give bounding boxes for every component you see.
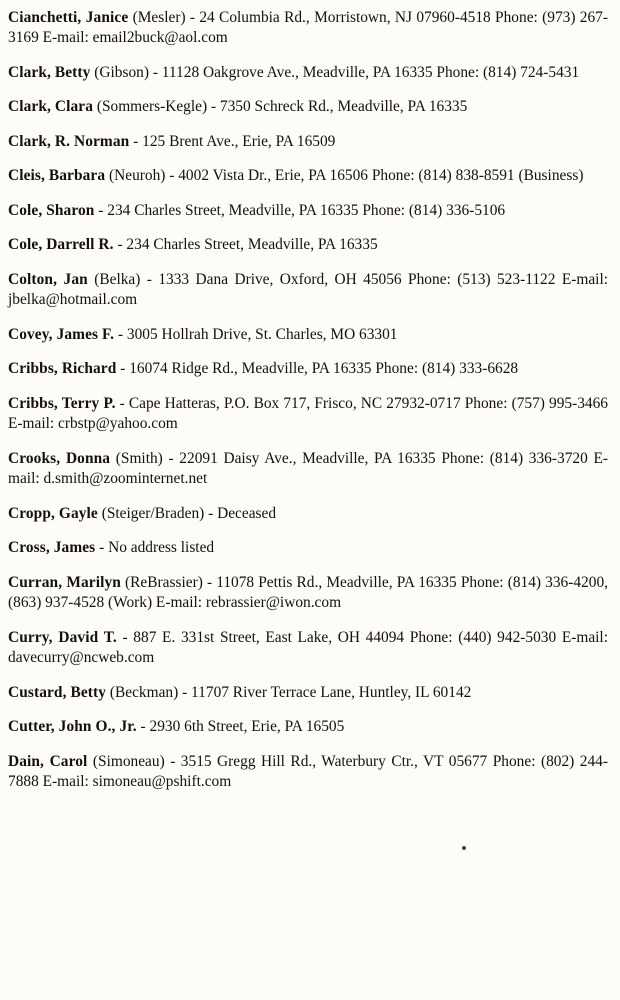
entry-details: - 125 Brent Ave., Erie, PA 16509 xyxy=(129,132,336,150)
list-item xyxy=(8,325,608,345)
list-item xyxy=(8,394,608,435)
entry-name: Cribbs, Richard xyxy=(8,360,117,378)
entry-details: (Simoneau) - 3515 Gregg Hill Rd., Waterbury Ctr., VT 05677 Phone: (802) 244-7888 E-mail: simoneau@pshift.com xyxy=(8,752,608,791)
list-item xyxy=(8,132,608,152)
list-item xyxy=(8,359,608,379)
entry-details: (Neuroh) - 4002 Vista Dr., Erie, PA 16506 Phone: (814) 838-8591 (Business) xyxy=(105,167,584,185)
entry-name: Cleis, Barbara xyxy=(8,167,106,185)
list-item xyxy=(8,97,608,117)
list-item xyxy=(8,573,608,614)
list-item xyxy=(8,63,608,83)
list-item xyxy=(8,504,608,524)
list-item xyxy=(8,166,608,186)
entry-name: Covey, James F. xyxy=(8,325,115,343)
entry-name: Curry, David T. xyxy=(8,628,117,646)
entry-name: Cianchetti, Janice xyxy=(8,9,129,26)
entry-name: Cutter, John O., Jr. xyxy=(8,718,137,736)
entry-name: Cole, Sharon xyxy=(8,201,95,219)
entry-name: Colton, Jan xyxy=(8,270,88,288)
entry-name: Dain, Carol xyxy=(8,752,88,770)
entry-details: - 234 Charles Street, Meadville, PA 16335 Phone: (814) 336-5106 xyxy=(94,201,506,219)
entry-details: - 887 E. 331st Street, East Lake, OH 44094 Phone: (440) 942-5030 E-mail: davecurry@ncweb.com xyxy=(8,628,608,667)
entry-name: Cribbs, Terry P. xyxy=(8,394,116,412)
entry-name: Cropp, Gayle xyxy=(8,504,98,522)
entry-name: Clark, Betty xyxy=(8,63,91,81)
entry-details: (Sommers-Kegle) - 7350 Schreck Rd., Meadville, PA 16335 xyxy=(92,98,468,116)
entry-details: - 3005 Hollrah Drive, St. Charles, MO 63301 xyxy=(114,325,398,343)
list-item xyxy=(8,270,608,311)
entry-details: - 16074 Ridge Rd., Meadville, PA 16335 Phone: (814) 333-6628 xyxy=(116,360,519,378)
entry-details: (Beckman) - 11707 River Terrace Lane, Huntley, IL 60142 xyxy=(106,683,472,701)
entry-name: Custard, Betty xyxy=(8,683,107,701)
entry-details: (Smith) - 22091 Daisy Ave., Meadville, PA 16335 Phone: (814) 336-3720 E-mail: d.smith@zoominternet.net xyxy=(8,449,608,488)
entry-details: (Mesler) - 24 Columbia Rd., Morristown, NJ 07960-4518 Phone: (973) 267-3169 E-mail: email2buck@aol.com xyxy=(8,9,608,47)
list-item xyxy=(8,235,608,255)
page-speck xyxy=(462,846,466,850)
entry-name: Cross, James xyxy=(8,539,96,557)
entry-details: (Steiger/Braden) - Deceased xyxy=(97,504,277,522)
list-item xyxy=(8,752,608,793)
entry-details: - Cape Hatteras, P.O. Box 717, Frisco, NC 27932-0717 Phone: (757) 995-3466 E-mail: crbstp@yahoo.com xyxy=(8,394,609,433)
entry-details: - No address listed xyxy=(95,539,215,557)
list-item xyxy=(8,8,608,49)
entry-details: (Belka) - 1333 Dana Drive, Oxford, OH 45056 Phone: (513) 523-1122 E-mail: jbelka@hotmail.com xyxy=(8,270,608,309)
list-item xyxy=(8,683,608,703)
list-item xyxy=(8,201,608,221)
list-item xyxy=(8,717,608,737)
entry-name: Clark, Clara xyxy=(8,98,93,116)
list-item xyxy=(8,538,608,558)
entry-details: (Gibson) - 11128 Oakgrove Ave., Meadville, PA 16335 Phone: (814) 724-5431 xyxy=(90,63,580,81)
list-item xyxy=(8,449,608,490)
entry-name: Cole, Darrell R. xyxy=(8,236,114,254)
entry-name: Crooks, Donna xyxy=(8,449,111,467)
entry-details: (ReBrassier) - 11078 Pettis Rd., Meadville, PA 16335 Phone: (814) 336-4200, (863) 937-4528 (Work) E-mail: rebrassier@iwon.com xyxy=(8,573,608,612)
entry-name: Curran, Marilyn xyxy=(8,573,121,591)
entry-name: Clark, R. Norman xyxy=(8,132,130,150)
entry-details: - 2930 6th Street, Erie, PA 16505 xyxy=(136,718,345,736)
list-item xyxy=(8,628,608,669)
entry-details: - 234 Charles Street, Meadville, PA 16335 xyxy=(113,236,378,254)
